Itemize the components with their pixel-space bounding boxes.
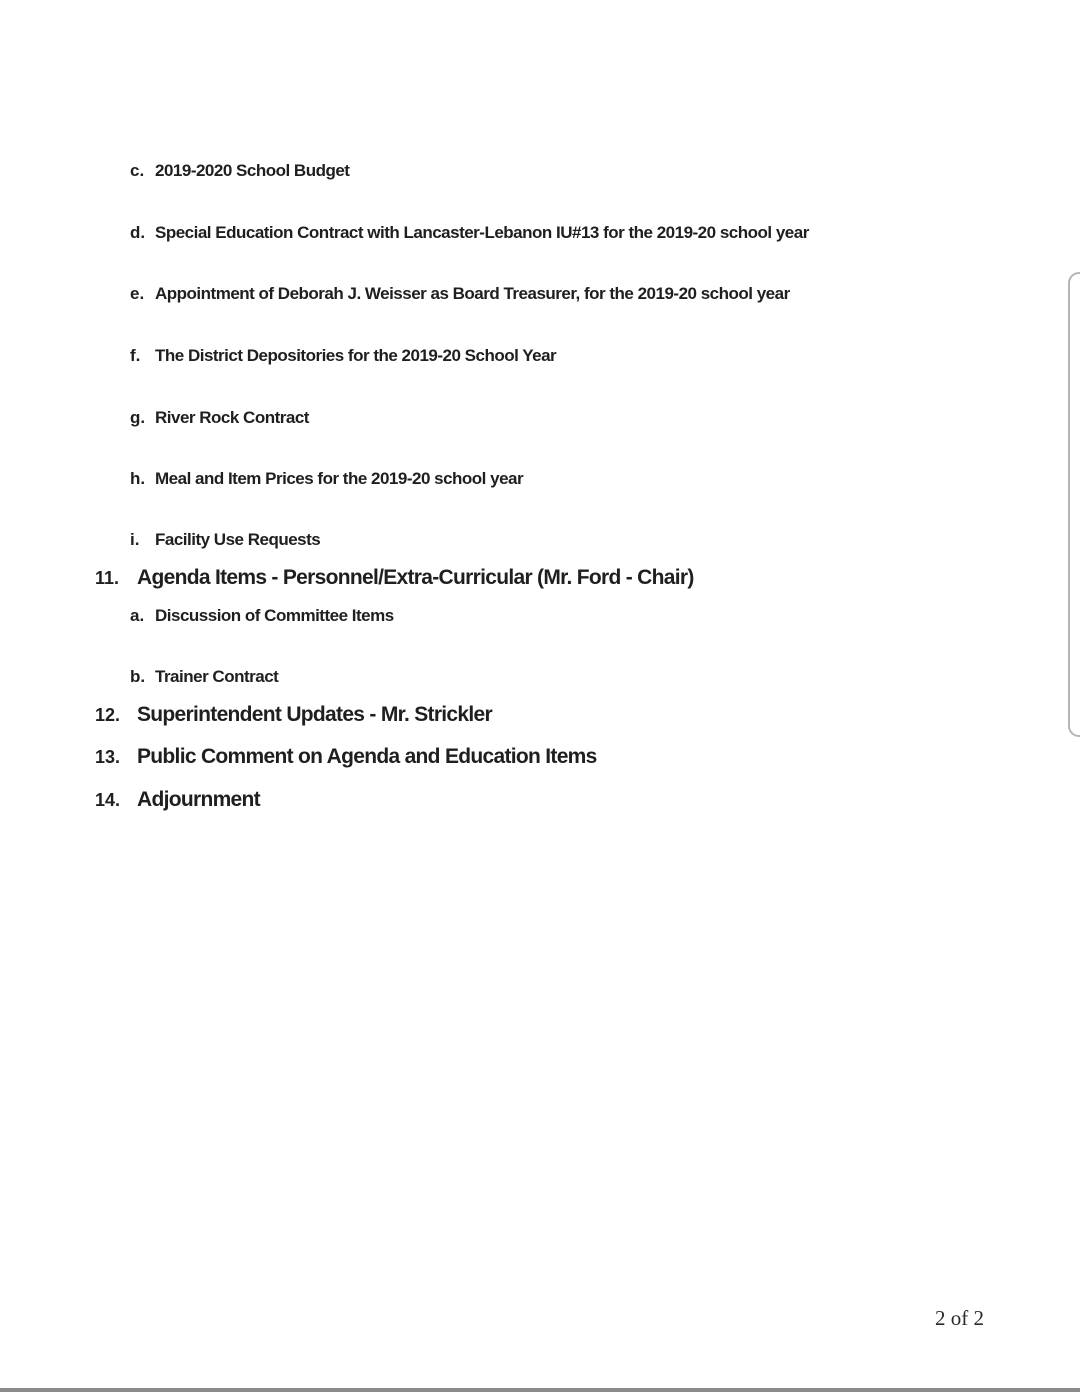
agenda-item-14 bbox=[95, 786, 260, 814]
item-marker: 12. bbox=[95, 705, 121, 725]
item-label: Special Education Contract with Lancaster-Lebanon IU#13 for the 2019-20 school year bbox=[155, 223, 809, 242]
item-marker: i. bbox=[130, 530, 140, 549]
agenda-item-i bbox=[130, 529, 320, 550]
agenda-item-e bbox=[130, 283, 790, 304]
item-marker: a. bbox=[130, 606, 145, 625]
item-label: 2019-2020 School Budget bbox=[155, 161, 350, 180]
viewer-bottom-border bbox=[0, 1388, 1080, 1392]
item-label: The District Depositories for the 2019-20 School Year bbox=[155, 346, 557, 365]
agenda-item-f bbox=[130, 345, 556, 366]
item-label: Meal and Item Prices for the 2019-20 school year bbox=[155, 469, 524, 488]
item-marker: b. bbox=[130, 667, 146, 686]
agenda-item-g bbox=[130, 407, 309, 428]
agenda-item-h bbox=[130, 468, 523, 489]
item-label: Public Comment on Agenda and Education Items bbox=[137, 745, 597, 768]
scrollbar-thumb[interactable] bbox=[1068, 272, 1080, 737]
page-number: 2 of 2 bbox=[935, 1306, 984, 1330]
agenda-item-11 bbox=[95, 564, 694, 592]
item-label: Facility Use Requests bbox=[155, 530, 321, 549]
item-marker: d. bbox=[130, 223, 146, 242]
item-label: Appointment of Deborah J. Weisser as Board Treasurer, for the 2019-20 school year bbox=[155, 284, 790, 303]
item-label: Discussion of Committee Items bbox=[155, 606, 394, 625]
agenda-item-c bbox=[130, 160, 349, 181]
agenda-item-13 bbox=[95, 743, 597, 771]
agenda-item-11b bbox=[130, 666, 278, 687]
item-label: River Rock Contract bbox=[155, 408, 309, 427]
item-label: Agenda Items - Personnel/Extra-Curricular (Mr. Ford - Chair) bbox=[137, 566, 694, 589]
agenda-item-12 bbox=[95, 701, 492, 729]
item-marker: 11. bbox=[95, 568, 120, 588]
item-marker: e. bbox=[130, 284, 145, 303]
item-marker: f. bbox=[130, 346, 141, 365]
agenda-item-d bbox=[130, 222, 809, 243]
agenda-item-11a bbox=[130, 605, 394, 626]
item-marker: c. bbox=[130, 161, 145, 180]
item-label: Superintendent Updates - Mr. Strickler bbox=[137, 703, 492, 726]
item-marker: g. bbox=[130, 408, 146, 427]
item-label: Trainer Contract bbox=[155, 667, 279, 686]
item-label: Adjournment bbox=[137, 788, 260, 811]
item-marker: h. bbox=[130, 469, 146, 488]
item-marker: 13. bbox=[95, 747, 121, 767]
item-marker: 14. bbox=[95, 790, 121, 810]
